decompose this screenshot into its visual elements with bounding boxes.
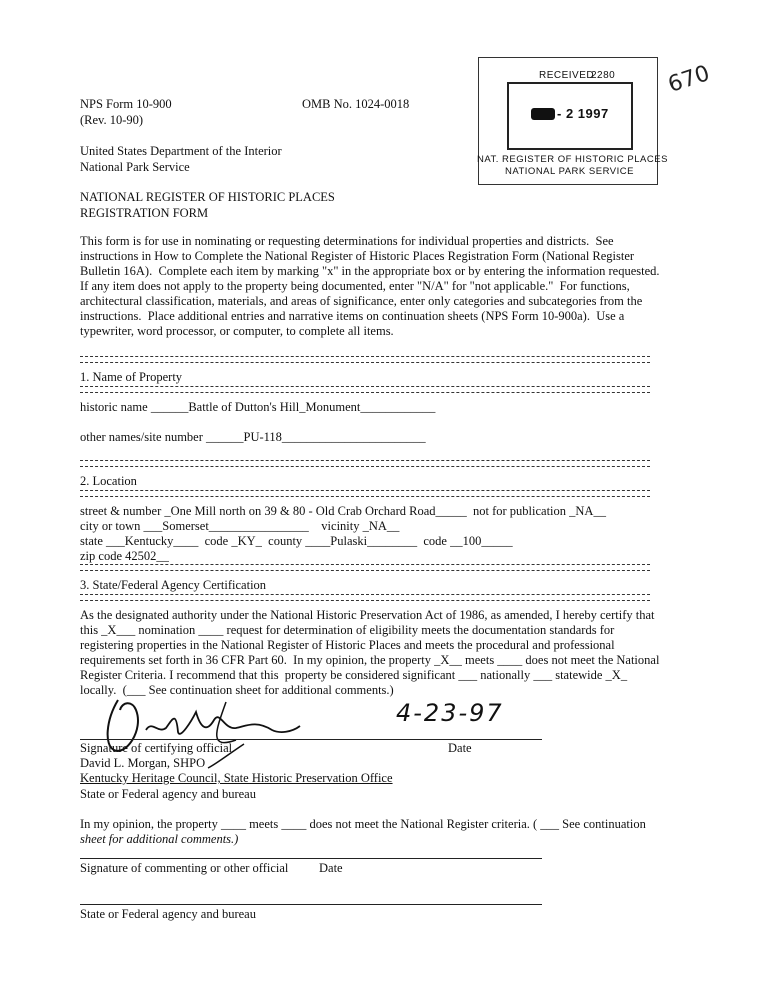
agency-name: Kentucky Heritage Council, State Historic Preservation Office	[80, 771, 393, 785]
zip-code-field[interactable]: zip code 42502__	[80, 549, 169, 563]
section-divider	[80, 386, 650, 393]
instructions-line: Bulletin 16A). Complete each item by marking "x" in the appropriate box or by entering the information requested.	[80, 264, 660, 278]
section-divider	[80, 460, 650, 467]
section3-heading: 3. State/Federal Agency Certification	[80, 578, 267, 592]
certification-line: locally. (___ See continuation sheet for additional comments.)	[80, 683, 394, 697]
opinion-line: sheet for additional comments.)	[80, 832, 239, 846]
section1-heading: 1. Name of Property	[80, 370, 183, 384]
form-revision: (Rev. 10-90)	[80, 113, 144, 127]
instructions-line: If any item does not apply to the property being documented, enter "N/A" for "not applicable." For functions,	[80, 279, 630, 293]
certification-line: this _X___ nomination ____ request for determination of eligibility meets the documentation standards for	[80, 623, 615, 637]
section-divider	[80, 594, 650, 601]
certification-line: Register Criteria. I recommend that this property be considered significant ___ nationally ___ statewide _X_	[80, 668, 628, 682]
date-label: Date	[448, 741, 472, 755]
form-number: NPS Form 10-900	[80, 97, 172, 111]
service-name: National Park Service	[80, 160, 190, 174]
agency-label-2: State or Federal agency and bureau	[80, 907, 256, 921]
form-title: NATIONAL REGISTER OF HISTORIC PLACES	[80, 190, 335, 204]
commenting-signature-line	[80, 858, 542, 859]
stamp-received: RECEIVED	[539, 70, 595, 81]
agency-signature-line	[80, 904, 542, 905]
historic-name-field[interactable]: historic name ______Battle of Dutton's Hill_Monument____________	[80, 400, 436, 414]
certification-line: As the designated authority under the National Historic Preservation Act of 1986, as amended, I hereby certify that	[80, 608, 655, 622]
opinion-line: In my opinion, the property ____ meets ____ does not meet the National Register criteria. ( ___ See continuation	[80, 817, 646, 831]
other-names-field[interactable]: other names/site number ______PU-118_______________________	[80, 430, 426, 444]
commenting-date-label: Date	[319, 861, 343, 875]
instructions-line: instructions in How to Complete the National Register of Historic Places Registration Form (National Register	[80, 249, 635, 263]
department-name: United States Department of the Interior	[80, 144, 282, 158]
instructions-line: architectural classification, materials, and areas of significance, enter only categories and subcategories from the	[80, 294, 643, 308]
certification-line: registering properties in the National Register of Historic Places and meets the procedural and professional	[80, 638, 615, 652]
stamp-number: 2280	[591, 70, 616, 81]
section-divider	[80, 490, 650, 497]
received-stamp	[477, 57, 668, 185]
street-number-field[interactable]: street & number _One Mill north on 39 & 80 - Old Crab Orchard Road_____ not for publication _NA__	[80, 504, 606, 518]
signature-label: Signature of certifying official	[80, 741, 233, 755]
instructions-line: instructions. Place additional entries and narrative items on continuation sheets (NPS Form 10-900a). Use a	[80, 309, 625, 323]
section-divider	[80, 564, 650, 571]
instructions-line: This form is for use in nominating or requesting determinations for individual properties and districts. See	[80, 234, 614, 248]
official-name: David L. Morgan, SHPO	[80, 756, 206, 770]
stamp-blot	[531, 108, 555, 120]
form-subtitle: REGISTRATION FORM	[80, 206, 209, 220]
handwritten-number: 670	[665, 61, 713, 98]
stamp-date-box	[507, 82, 633, 150]
stamp-line1: NAT. REGISTER OF HISTORIC PLACES	[477, 154, 668, 165]
city-town-field[interactable]: city or town ___Somerset________________ vicinity _NA__	[80, 519, 400, 533]
instructions-line: typewriter, word processor, or computer, to complete all items.	[80, 324, 394, 338]
section-divider	[80, 356, 650, 363]
signature-line	[80, 739, 542, 740]
omb-number: OMB No. 1024-0018	[302, 97, 410, 111]
stamp-date: - 2 1997	[557, 106, 609, 121]
handwritten-date: 4-23-97	[396, 699, 504, 727]
section2-heading: 2. Location	[80, 474, 137, 488]
certification-line: requirements set forth in 36 CFR Part 60. In my opinion, the property _X__ meets ____ does not meet the National	[80, 653, 660, 667]
commenting-label: Signature of commenting or other official	[80, 861, 289, 875]
stamp-line2: NATIONAL PARK SERVICE	[505, 166, 634, 177]
agency-label: State or Federal agency and bureau	[80, 787, 256, 801]
state-county-field[interactable]: state ___Kentucky____ code _KY_ county ____Pulaski________ code __100_____	[80, 534, 513, 548]
